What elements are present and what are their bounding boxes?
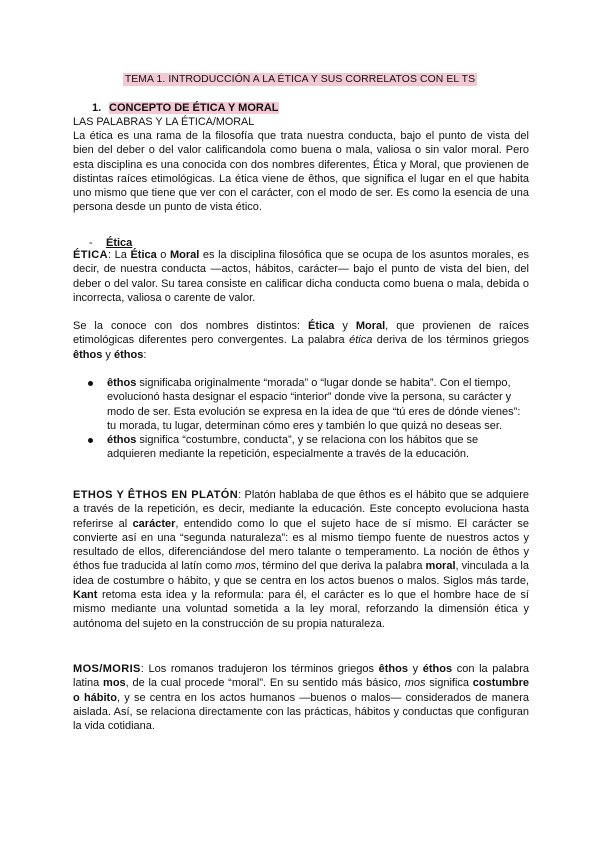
text-run: , de la cual procede “moral”. En su sentido más básico,	[125, 677, 405, 690]
bullet-list	[73, 376, 529, 462]
text-run: Se la conoce con dos nombres distintos:	[73, 320, 309, 332]
mos-lead: MOS/MORIS	[73, 663, 141, 675]
bold-run: éthos	[113, 348, 144, 361]
bullet-dot-icon	[88, 438, 93, 443]
section-number: 1.	[92, 102, 102, 114]
bullet-term: éthos	[107, 434, 137, 447]
bullet-text: significaba originalmente “morada” o “lugar donde se habita”. Con el tiempo, evolucionó hasta designar el espacio “interior” donde vive la persona, su carácter y modo de ser. Esta evolución se expresa en la idea de que “tú eres de dónde vienes”: tu morada, tu lugar, determinan cómo eres y también lo que quizá no deseas ser.	[107, 377, 521, 432]
text-run: : Platón hablaba de que êthos es el hábito que se adquiere a través de la repetición, es decir, mediante la educación. Este concepto evoluciona hasta referirse al	[73, 489, 529, 530]
text-run: retoma esta idea y la reformula: para él, el carácter es lo que el hombre hace de sí mismo mediante una voluntad sometida a la ley moral, reforzando la dimensión ética y autónoma del sujeto en la construcción de su propia naturaleza.	[73, 589, 529, 630]
bold-run: mos	[103, 677, 126, 690]
italic-run: mos	[235, 560, 256, 573]
text-run: y	[102, 348, 114, 361]
text-run: o	[156, 249, 170, 261]
italic-run: mos	[404, 677, 426, 690]
text-run: :	[143, 348, 147, 361]
bold-run: carácter	[132, 517, 176, 530]
bold-run: costumbre o hábito	[73, 677, 529, 704]
text-run: , que provienen de raíces etimológicas diferentes pero convergentes. La palabra	[73, 320, 529, 347]
bold-run: êthos	[378, 663, 408, 675]
title-container	[0, 73, 600, 86]
bold-run: Ética	[130, 249, 157, 261]
text-run: , vinculada a la idea de costumbre o hábito, y que se centra en los actos buenos o malos. Siglos más tarde,	[73, 560, 529, 587]
bold-run: moral	[425, 560, 456, 573]
bold-run: Kant	[73, 589, 98, 602]
text-run: significa	[425, 677, 473, 690]
bold-run: Moral	[170, 249, 200, 261]
text-run: y	[407, 663, 423, 675]
text-run: : Los romanos tradujeron los términos griegos	[140, 663, 379, 675]
text-run: , entendido como lo que el sujeto hace de sí mismo. El carácter se convierte así en una “segunda naturaleza”: es al mismo tiempo fuente de nuestros actos y resultado de ellos, diferenciándose del mero talante o temperamento. La noción de êthos y éthos fue traducida al latín como	[73, 517, 529, 573]
document-title: TEMA 1. INTRODUCCIÓN A LA ÉTICA Y SUS CORRELATOS CON EL TS	[124, 74, 476, 85]
bullet-text: significa “costumbre, conducta”, y se relaciona con los hábitos que se adquieren mediante la repetición, especialmente a través de la educación.	[107, 434, 479, 461]
section-heading	[92, 101, 279, 115]
paragraph-nombres	[73, 319, 529, 362]
paragraph-etica	[73, 248, 529, 305]
bold-run: êthos	[73, 348, 103, 361]
text-run: y	[334, 320, 356, 332]
text-run: , término del que deriva la palabra	[255, 560, 426, 573]
subheading: LAS PALABRAS Y LA ÉTICA/MORAL	[73, 116, 255, 128]
dash-marker: -	[89, 237, 93, 249]
paragraph-intro: La ética es una rama de la filosofía que trata nuestra conducta, bajo el punto de vista del bien del deber o del valor calificandola como buena o mala, valiosa o sin valor moral. Pero esta disciplina es una conocida con dos nombres diferentes, Ética y Moral, que provienen de distintas raíces etimológicas. La ética viene de êthos, que significa el lugar en el que habita uno mismo que tiene que ver con el carácter, con el modo de ser. Es como la esencia de una persona desde un punto de vista ético.	[73, 130, 529, 214]
etica-lead: ÉTICA	[73, 249, 108, 261]
dash-item-label: Ética	[106, 237, 133, 249]
bold-run: éthos	[422, 663, 453, 675]
bold-run: Moral	[355, 320, 386, 332]
paragraph-mos-moris	[73, 662, 529, 733]
text-run: deriva de los términos griegos	[372, 334, 529, 347]
list-item	[73, 433, 529, 462]
section-title: CONCEPTO DE ÉTICA Y MORAL	[109, 102, 279, 114]
paragraph-platon	[73, 488, 529, 631]
bold-run: Ética	[308, 320, 335, 332]
text-run: : La	[108, 249, 131, 261]
text-run: , y se centra en los actos humanos —buenos o malos— considerados de manera aislada. Así, se relaciona directamente con las prácticas, hábitos y conductas que configuran la vida cotidiana.	[73, 691, 530, 733]
list-item	[73, 376, 529, 433]
platon-lead: ETHOS Y ÊTHOS EN PLATÓN	[73, 489, 239, 501]
text-run: es la disciplina filosófica que se ocupa de los asuntos morales, es decir, de nuestra conducta —actos, hábitos, carácter— bajo el punto de vista del bien, del deber o del valor. Su tarea consiste en calificar dicha conducta como buena o mala, debida o incorrecta, valiosa o carente de valor.	[73, 249, 529, 304]
bullet-dot-icon	[88, 381, 93, 386]
bullet-term: êthos	[107, 377, 137, 389]
text-run: con la palabra latina	[73, 663, 529, 690]
italic-run: ética	[349, 334, 373, 347]
